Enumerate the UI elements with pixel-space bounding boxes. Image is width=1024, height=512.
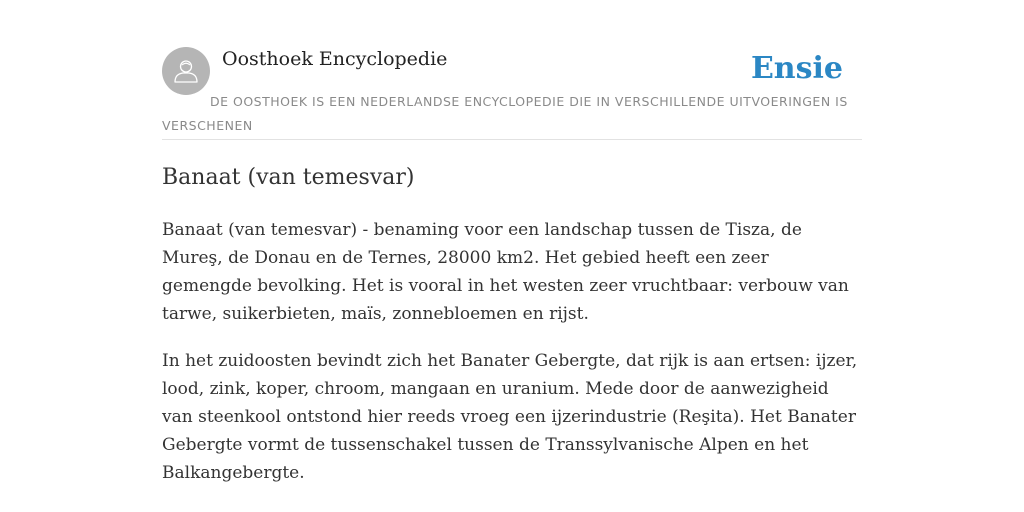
article-title: Banaat (van temesvar) bbox=[162, 165, 415, 190]
source-description: DE OOSTHOEK IS EEN NEDERLANDSE ENCYCLOPEDIE DIE IN VERSCHILLENDE UITVOERINGEN IS VERSCHENEN bbox=[162, 94, 848, 133]
article-paragraph: In het zuidoosten bevindt zich het Banater Gebergte, dat rijk is aan ertsen: ijzer, lood, zink, koper, chroom, mangaan en uranium. Mede door de aanwezigheid van steenkool ontstond hier reeds vroeg een ijzerindustrie (Reşita). Het Banater Gebergte vormt de tussenschakel tussen de Transsylvanische Alpen en het Balkangebergte. bbox=[162, 351, 858, 483]
article-body bbox=[162, 216, 862, 506]
source-name[interactable]: Oosthoek Encyclopedie bbox=[222, 48, 448, 70]
source-header bbox=[162, 46, 862, 140]
article-paragraph: Banaat (van temesvar) - benaming voor een landschap tussen de Tisza, de Mureş, de Donau en de Ternes, 28000 km2. Het gebied heeft een zeer gemengde bevolking. Het is vooral in het westen zeer vruchtbaar: verbouw van tarwe, suikerbieten, maïs, zonnebloemen en rijst. bbox=[162, 220, 849, 324]
brand-logo[interactable]: Ensie bbox=[750, 51, 843, 86]
user-icon[interactable] bbox=[162, 47, 210, 95]
